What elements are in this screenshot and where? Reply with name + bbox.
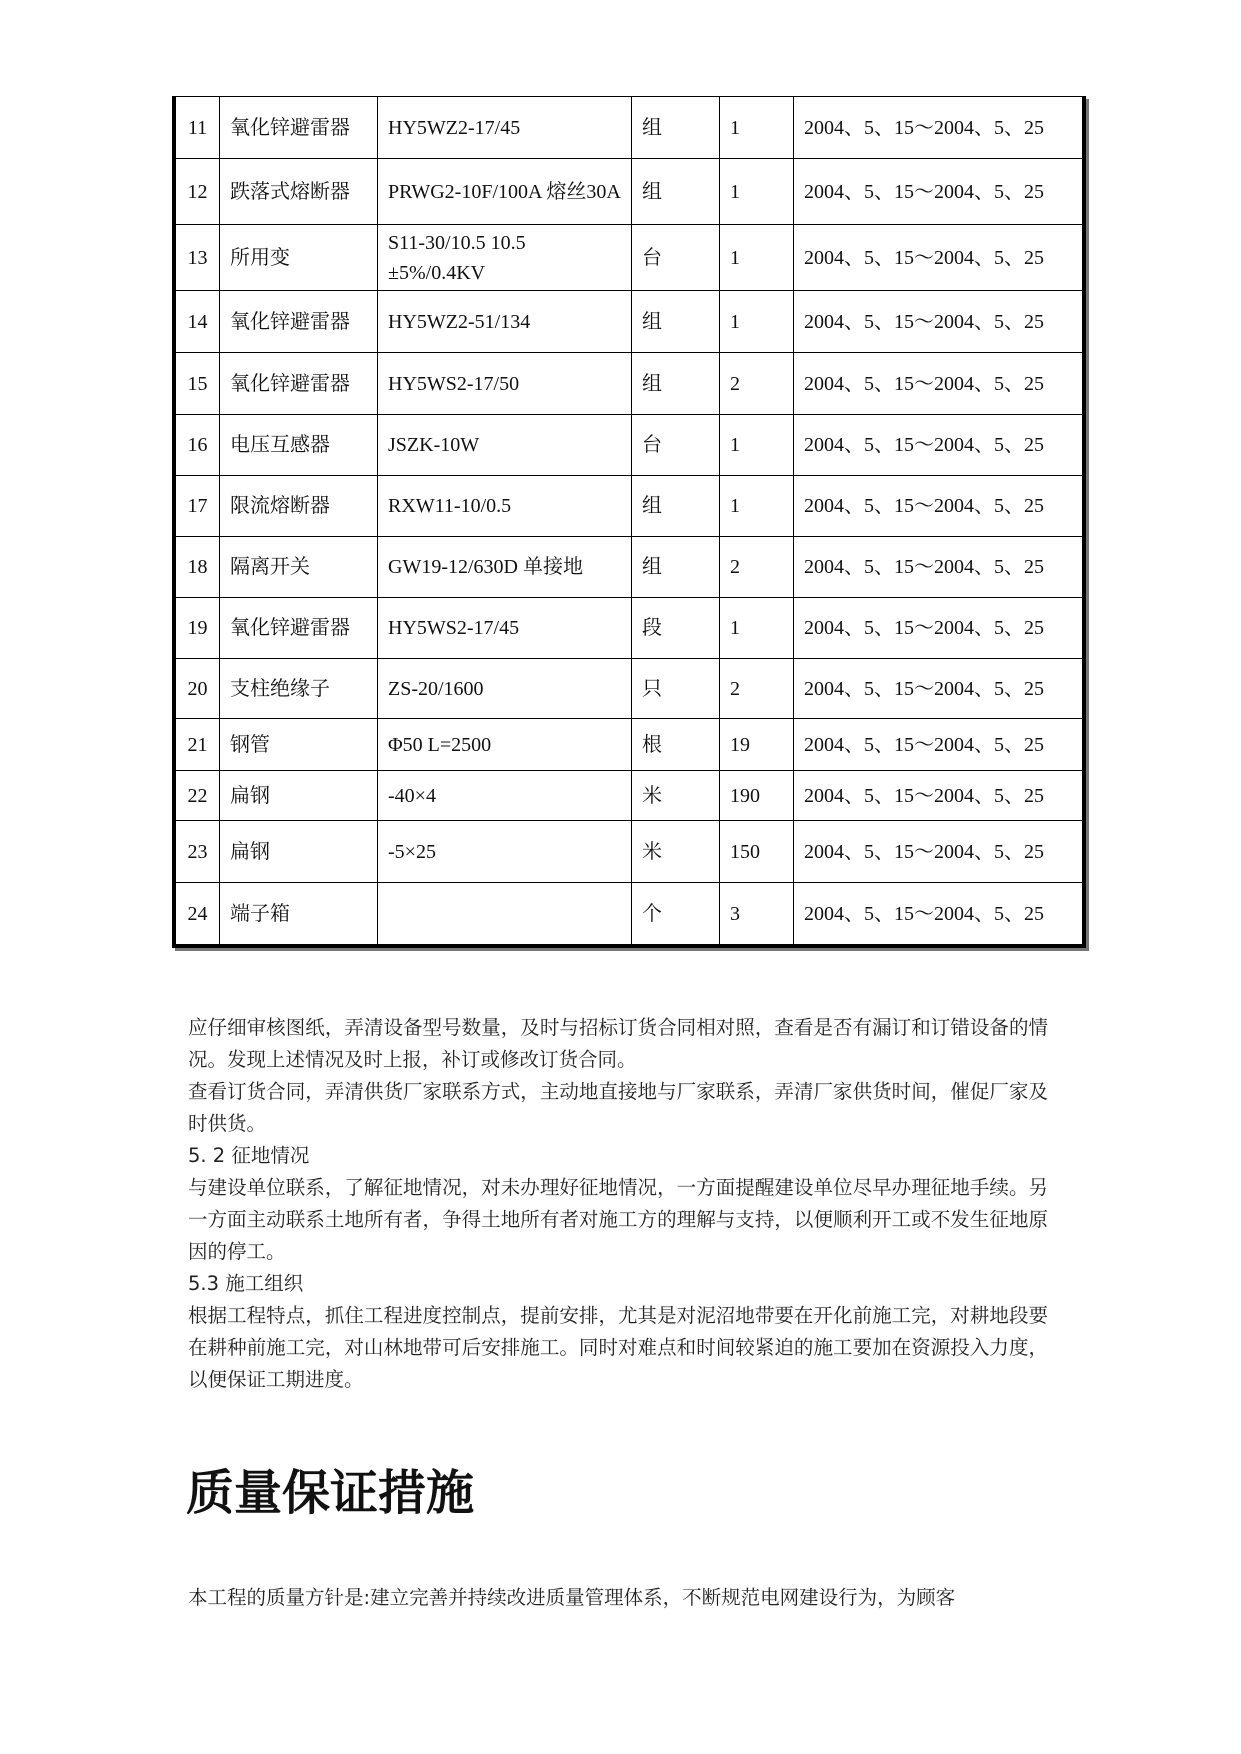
row-number: 21 xyxy=(176,719,220,771)
equipment-unit: 台 xyxy=(632,415,720,476)
equipment-quantity: 2 xyxy=(720,353,794,415)
equipment-quantity: 19 xyxy=(720,719,794,771)
equipment-model: HY5WZ2-51/134 xyxy=(378,291,632,353)
delivery-date: 2004、5、15～2004、5、25 xyxy=(794,415,1083,476)
table-row xyxy=(176,659,1083,719)
table-row xyxy=(176,537,1083,598)
row-number: 14 xyxy=(176,291,220,353)
equipment-model: HY5WS2-17/50 xyxy=(378,353,632,415)
equipment-name: 支柱绝缘子 xyxy=(220,659,378,719)
table-row xyxy=(176,353,1083,415)
equipment-name: 电压互感器 xyxy=(220,415,378,476)
equipment-unit: 只 xyxy=(632,659,720,719)
equipment-unit: 个 xyxy=(632,883,720,945)
delivery-date: 2004、5、15～2004、5、25 xyxy=(794,353,1083,415)
paragraph-land: 与建设单位联系，了解征地情况，对未办理好征地情况，一方面提醒建设单位尽早办理征地手续。另一方面主动联系土地所有者，争得土地所有者对施工方的理解与支持，以便顺利开工或不发生征地原因的停工。 xyxy=(188,1176,1048,1263)
row-number: 16 xyxy=(176,415,220,476)
paragraph-organization: 根据工程特点，抓住工程进度控制点，提前安排，尤其是对泥沼地带要在开化前施工完，对耕地段要在耕种前施工完，对山林地带可后安排施工。同时对难点和时间较紧迫的施工要加在资源投入力度，以便保证工期进度。 xyxy=(188,1304,1048,1391)
delivery-date: 2004、5、15～2004、5、25 xyxy=(794,659,1083,719)
equipment-unit: 组 xyxy=(632,537,720,598)
table-row xyxy=(176,476,1083,537)
row-number: 23 xyxy=(176,821,220,883)
equipment-model: -40×4 xyxy=(378,771,632,821)
equipment-quantity: 1 xyxy=(720,225,794,291)
section-heading-organization: 5.3 施工组织 xyxy=(188,1272,304,1295)
equipment-table-wrapper xyxy=(172,96,1086,948)
equipment-name: 氧化锌避雷器 xyxy=(220,291,378,353)
delivery-date: 2004、5、15～2004、5、25 xyxy=(794,476,1083,537)
delivery-date: 2004、5、15～2004、5、25 xyxy=(794,291,1083,353)
equipment-unit: 组 xyxy=(632,97,720,159)
equipment-model: GW19-12/630D 单接地 xyxy=(378,537,632,598)
row-number: 17 xyxy=(176,476,220,537)
equipment-name: 端子箱 xyxy=(220,883,378,945)
table-row xyxy=(176,598,1083,659)
equipment-quantity: 190 xyxy=(720,771,794,821)
paragraph-drawing-review: 应仔细审核图纸，弄清设备型号数量，及时与招标订货合同相对照，查看是否有漏订和订错设备的情况。发现上述情况及时上报，补订或修改订货合同。 xyxy=(188,1016,1048,1071)
table-row xyxy=(176,97,1083,159)
paragraph-order-contract: 查看订货合同，弄清供货厂家联系方式，主动地直接地与厂家联系，弄清厂家供货时间，催促厂家及时供货。 xyxy=(188,1080,1048,1135)
row-number: 20 xyxy=(176,659,220,719)
row-number: 12 xyxy=(176,159,220,225)
equipment-name: 隔离开关 xyxy=(220,537,378,598)
row-number: 19 xyxy=(176,598,220,659)
equipment-unit: 米 xyxy=(632,771,720,821)
table-row xyxy=(176,415,1083,476)
equipment-name: 跌落式熔断器 xyxy=(220,159,378,225)
quality-assurance-heading: 质量保证措施 xyxy=(186,1465,475,1521)
equipment-quantity: 1 xyxy=(720,598,794,659)
row-number: 22 xyxy=(176,771,220,821)
equipment-model xyxy=(378,883,632,945)
delivery-date: 2004、5、15～2004、5、25 xyxy=(794,771,1083,821)
equipment-unit: 组 xyxy=(632,353,720,415)
equipment-model: JSZK-10W xyxy=(378,415,632,476)
equipment-name: 扁钢 xyxy=(220,771,378,821)
equipment-unit: 米 xyxy=(632,821,720,883)
delivery-date: 2004、5、15～2004、5、25 xyxy=(794,97,1083,159)
equipment-quantity: 1 xyxy=(720,159,794,225)
equipment-model: HY5WS2-17/45 xyxy=(378,598,632,659)
equipment-name: 氧化锌避雷器 xyxy=(220,353,378,415)
equipment-model: Φ50 L=2500 xyxy=(378,719,632,771)
equipment-model: PRWG2-10F/100A 熔丝30A xyxy=(378,159,632,225)
equipment-model: RXW11-10/0.5 xyxy=(378,476,632,537)
delivery-date: 2004、5、15～2004、5、25 xyxy=(794,883,1083,945)
equipment-quantity: 1 xyxy=(720,415,794,476)
row-number: 18 xyxy=(176,537,220,598)
equipment-table xyxy=(175,96,1083,945)
table-row xyxy=(176,883,1083,945)
delivery-date: 2004、5、15～2004、5、25 xyxy=(794,225,1083,291)
equipment-unit: 段 xyxy=(632,598,720,659)
equipment-name: 钢管 xyxy=(220,719,378,771)
delivery-date: 2004、5、15～2004、5、25 xyxy=(794,537,1083,598)
delivery-date: 2004、5、15～2004、5、25 xyxy=(794,159,1083,225)
table-row xyxy=(176,225,1083,291)
delivery-date: 2004、5、15～2004、5、25 xyxy=(794,719,1083,771)
row-number: 24 xyxy=(176,883,220,945)
equipment-quantity: 3 xyxy=(720,883,794,945)
equipment-model: -5×25 xyxy=(378,821,632,883)
equipment-quantity: 1 xyxy=(720,476,794,537)
equipment-unit: 组 xyxy=(632,159,720,225)
table-row xyxy=(176,291,1083,353)
equipment-name: 扁钢 xyxy=(220,821,378,883)
equipment-unit: 组 xyxy=(632,291,720,353)
delivery-date: 2004、5、15～2004、5、25 xyxy=(794,598,1083,659)
equipment-name: 氧化锌避雷器 xyxy=(220,97,378,159)
equipment-model: S11-30/10.5 10.5 ±5%/0.4KV xyxy=(378,225,632,291)
equipment-unit: 组 xyxy=(632,476,720,537)
paragraph-quality-policy: 本工程的质量方针是:建立完善并持续改进质量管理体系，不断规范电网建设行为，为顾客 xyxy=(188,1586,956,1609)
equipment-quantity: 150 xyxy=(720,821,794,883)
row-number: 11 xyxy=(176,97,220,159)
equipment-quantity: 2 xyxy=(720,537,794,598)
delivery-date: 2004、5、15～2004、5、25 xyxy=(794,821,1083,883)
table-row xyxy=(176,159,1083,225)
equipment-name: 氧化锌避雷器 xyxy=(220,598,378,659)
table-row xyxy=(176,719,1083,771)
equipment-unit: 根 xyxy=(632,719,720,771)
section-heading-land: 5. 2 征地情况 xyxy=(188,1144,310,1167)
equipment-quantity: 2 xyxy=(720,659,794,719)
row-number: 15 xyxy=(176,353,220,415)
table-row xyxy=(176,771,1083,821)
equipment-name: 限流熔断器 xyxy=(220,476,378,537)
body-text-section xyxy=(188,1012,1048,1396)
table-row xyxy=(176,821,1083,883)
row-number: 13 xyxy=(176,225,220,291)
equipment-model: HY5WZ2-17/45 xyxy=(378,97,632,159)
equipment-quantity: 1 xyxy=(720,291,794,353)
equipment-model: ZS-20/1600 xyxy=(378,659,632,719)
equipment-quantity: 1 xyxy=(720,97,794,159)
equipment-unit: 台 xyxy=(632,225,720,291)
equipment-name: 所用变 xyxy=(220,225,378,291)
